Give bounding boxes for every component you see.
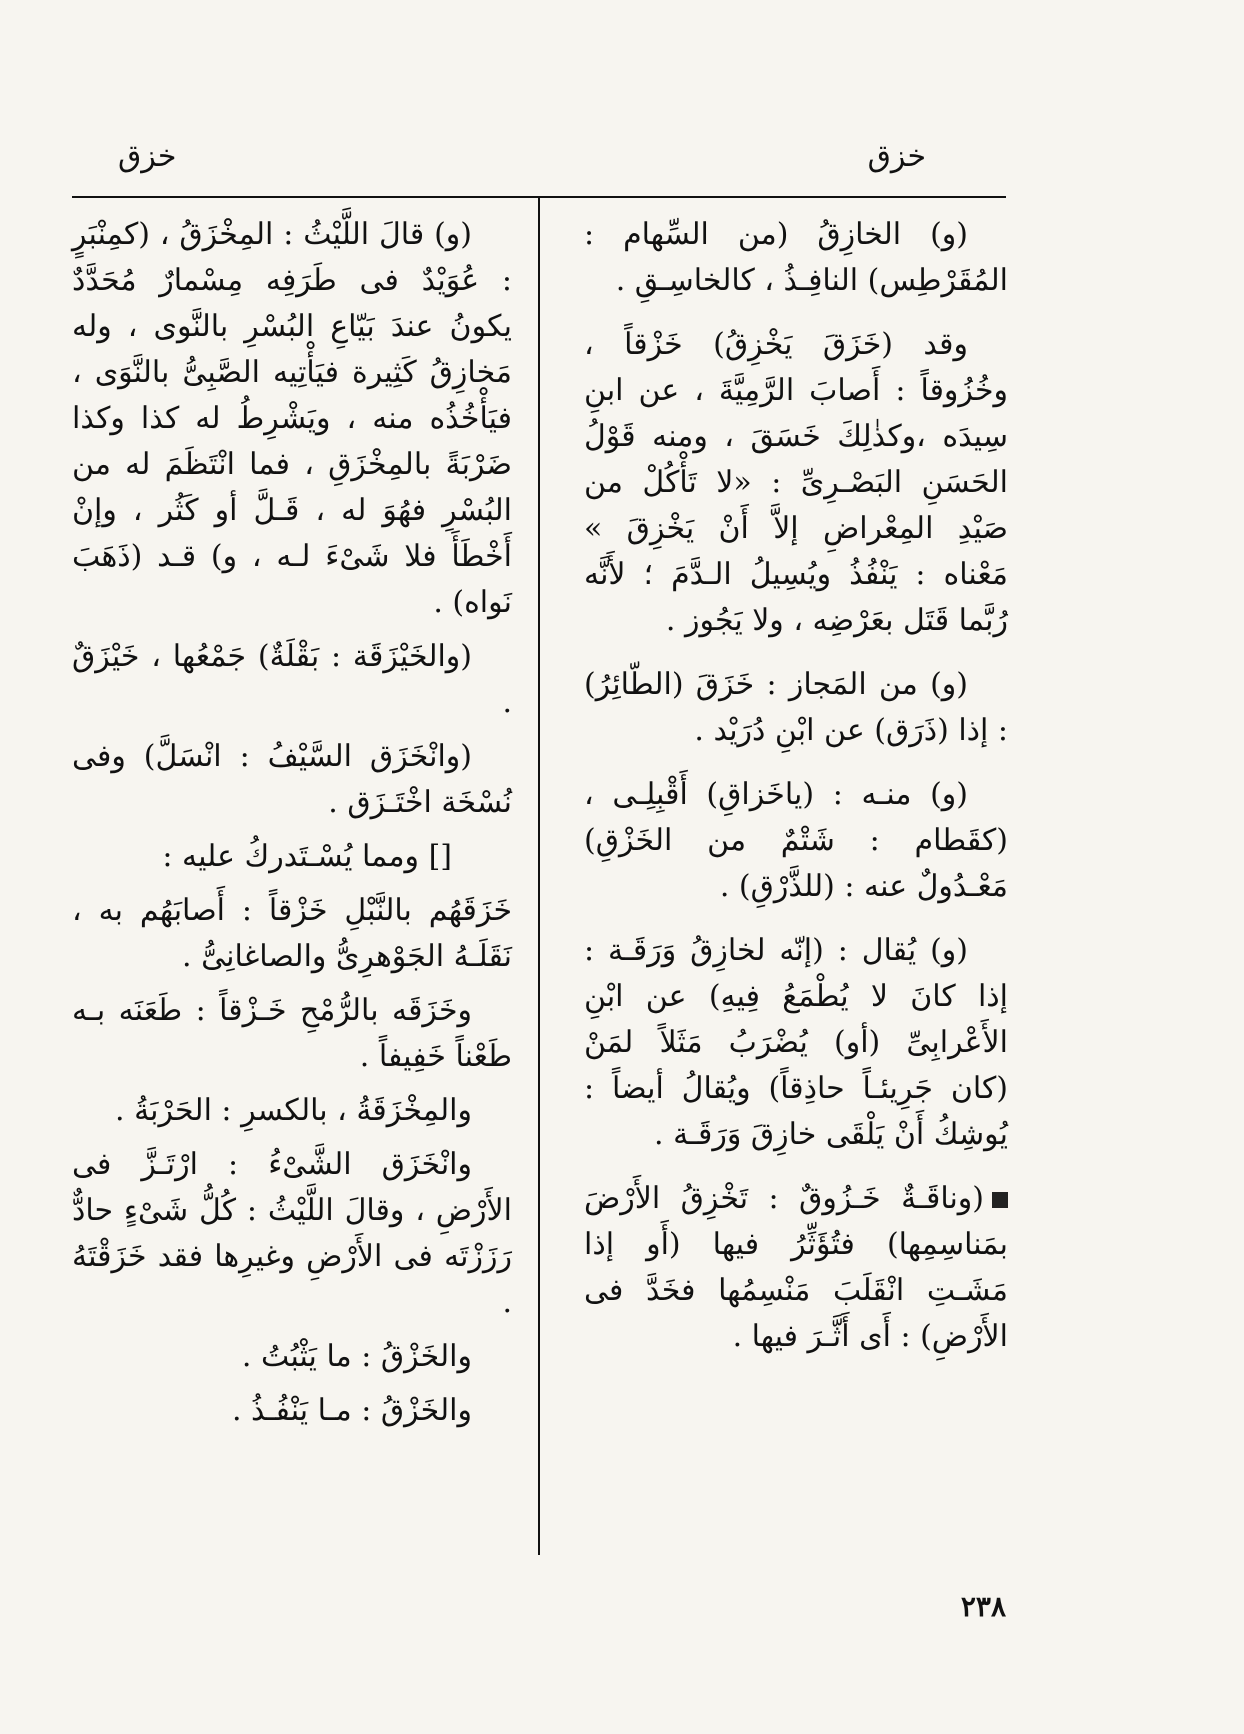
entry-paragraph: وقد (خَزَقَ يَخْزِقُ) خَزْقاً ، وخُزُوقاً : أَصابَ الرَّمِيَّةَ ، عن ابنِ سِيدَه ،وكذٰلِكَ خَسَقَ ، ومنه قَوْلُ الحَسَنِ البَصْـرِىِّ : «لا تَأْكُلْ من صَيْدِ المِعْراضِ إلاَّ أَنْ يَخْزِقَ » مَعْناه : يَنْفُذُ ويُسِيلُ الـدَّمَ ؛ لأَنَّه رُبَّما قَتَل بعَرْضِه ، ولا يَجُوز . — [584, 327, 1008, 638]
entry-paragraph-marked — [584, 1176, 1008, 1360]
entry-paragraph: وانْخَزَق الشَّىْءُ : ارْتَـزَّ فى الأَرْضِ ، وقالَ اللَّيْثُ : كُلُّ شَىْءٍ حادٌّ رَزَزْتَه فى الأَرْضِ وغيرِها فقد خَزَقْتَهُ . — [72, 1147, 512, 1320]
running-head-right: خزق — [867, 139, 926, 174]
entry-paragraph: (و) يُقال : (إنّه لخازِقُ وَرَقَـة : إذا كانَ لا يُطْمَعُ فِيهِ) عن ابْنِ الأَعْرابِىِّ (أو) يُضْرَبُ مَثَلاً لمَنْ (كان جَرِيئـاً حاذِقاً) ويُقالُ أيضاً : يُوشِكُ أَنْ يَلْقَى خازِقَ وَرَقَـة . — [584, 933, 1008, 1152]
running-head-left: خزق — [118, 139, 177, 174]
entry-paragraph: وخَزَقَه بالرُّمْحِ خَـزْقاً : طَعَنَه بـه طَعْناً خَفِيفاً . — [72, 993, 512, 1074]
entry-paragraph: (وانْخَزَق السَّيْفُ : انْسَلَّ) وفى نُسْخَة اخْتَـزَق . — [72, 739, 512, 820]
entry-paragraph: (و) من المَجاز : خَزَقَ (الطّائِرُ) : إذا (ذَرَق) عن ابْنِ دُرَيْد . — [584, 667, 1008, 748]
page-number: ٢٣٨ — [960, 1590, 1006, 1623]
entry-paragraph: والمِخْزَقَةُ ، بالكسرِ : الحَرْبَةُ . — [115, 1093, 472, 1128]
entry-paragraph: والخَزْقُ : مـا يَنْفُـذُ . — [231, 1393, 472, 1428]
entry-paragraph: خَزَقَهُم بالنَّبْلِ خَزْقاً : أَصابَهُم به ، نَقَلَـهُ الجَوْهرِىُّ والصاغانِىُّ . — [72, 893, 512, 974]
entry-paragraph: (و) قالَ اللَّيْثُ : المِخْزَقُ ، (كمِنْبَرٍ : عُوَيْدٌ فى طَرَفِه مِسْمارٌ مُحَدَّدٌ يكونُ عندَ بَيّاعِ البُسْرِ بالنَّوى ، وله مَخازِقُ كَثِيرة فيَأْتِيه الصَّبِىُّ بالنَّوَى ، فيَأْخُذُه منه ، ويَشْرِطُ له كذا وكذا ضَرْبَةً بالمِخْزَقِ ، فما انْتَظَمَ له من البُسْرِ فهُوَ له ، قَـلَّ أو كَثُر ، وإنْ أَخْطَأَ فلا شَىْءَ لـه ، و) قـد (ذَهَبَ نَواه) . — [72, 217, 512, 620]
entry-text: (وناقَـةٌ خَـزُوقٌ : تَخْزِقُ الأَرْضَ بمَناسِمِها) فتُؤَثِّرُ فيها (أَو إذا مَشَـتِ انْقَلَبَ مَنْسِمُها فخَدَّ فى الأَرْضِ) : أَى أَثَّـرَ فيها . — [584, 1181, 1008, 1354]
column-divider — [538, 197, 540, 1555]
entry-paragraph: (والخَيْزَقَة : بَقْلَةٌ) جَمْعُها ، خَيْزَقٌ . — [72, 639, 512, 720]
supplement-heading: [] ومما يُسْـتَدركُ عليه : — [162, 839, 452, 874]
left-column — [72, 212, 512, 1442]
right-column — [584, 212, 1008, 1378]
entry-paragraph: (و) منـه : (ياخَزاقِ) أَقْبِلِـى ، (كقَطام : شَتْمٌ من الخَزْقِ) مَعْـدُولٌ عنه : (للذَّرْقِ) . — [584, 777, 1008, 904]
entry-marker-icon — [992, 1192, 1008, 1208]
entry-paragraph: (و) الخازِقُ (من السِّهام : المُقَرْطِس) النافِـذُ ، كالخاسِـقِ . — [584, 217, 1008, 298]
entry-paragraph: والخَزْقُ : ما يَثْبُتُ . — [241, 1339, 472, 1374]
